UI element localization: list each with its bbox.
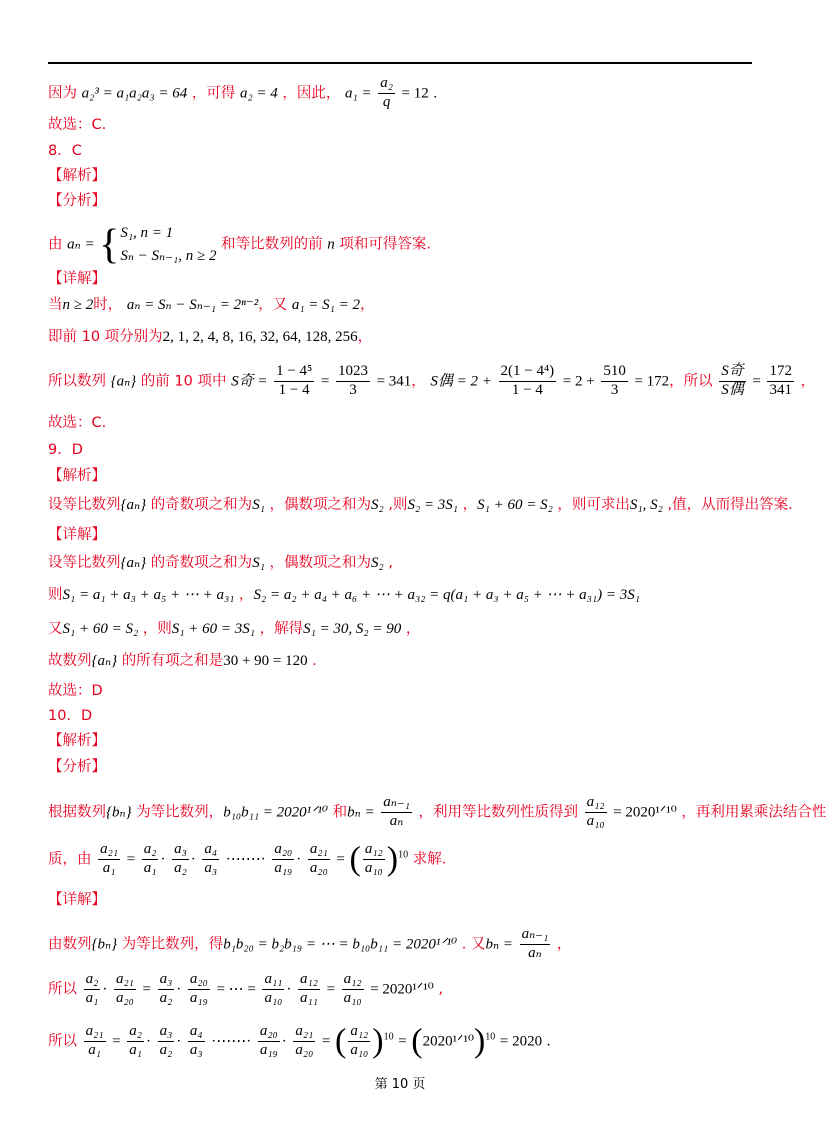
formula: S偶 = 2 + bbox=[430, 373, 492, 390]
formula: S奇 = bbox=[231, 373, 268, 390]
line-19: 故数列{aₙ} 的所有项之和是30 + 90 = 120 . bbox=[48, 653, 317, 669]
formula: S₁ + 60 = 3S₁ bbox=[171, 621, 255, 637]
breakdown-tag: 【分析】 bbox=[48, 193, 106, 209]
header-rule bbox=[48, 62, 752, 64]
case-2: Sₙ − Sₙ₋₁, n ≥ 2 bbox=[120, 247, 217, 264]
fraction: $\frac{\text{a₂₁}}{\text{a₂₀}}$ bbox=[309, 841, 328, 876]
formula: S₂ = 3S₁ bbox=[407, 497, 459, 513]
formula: b₁₀b₁₁ = 2020¹ᐟ¹⁰ bbox=[223, 804, 329, 821]
fraction: $\frac{\text{a₁₂}}{\text{a₁₀}}$ bbox=[586, 794, 605, 829]
formula: 30 + 90 = 120 bbox=[223, 653, 308, 669]
formula: n ≥ 2 bbox=[62, 297, 94, 313]
line-25: 质，由 $\frac{\text{a₂₁}}{\text{a₁}}$ = $\frac{\text{a₂}}{\text{a₁}}$ · $\frac{\text{a₃}}{\text{a₂}}$ · $\frac{\text{a₄}}{\text{a₃}}$ ·⋯⋯· $\frac{\text{a₂₀}}{\text{a₁₉}}$ · $\frac{\text{a₂₁}}{\text{a₂₀}}$ = ( $\frac{\text{a₁₂}}{\text{a₁₀}}$ )$^{10}$ 求解. bbox=[48, 840, 447, 878]
fraction: $\frac{\text{a₂₀}}{\text{a₁₉}}$ bbox=[274, 841, 293, 876]
fraction: $\frac{\text{a₂₀}}{\text{a₁₉}}$ bbox=[259, 1023, 278, 1058]
fraction: $\frac{\text{a₂}}{\text{a₁}}$ bbox=[85, 971, 99, 1006]
fraction: $\frac{1023}{3}$ bbox=[337, 363, 368, 398]
fraction: $\frac{\text{a₂}}{\text{a₁}}$ bbox=[129, 1023, 142, 1058]
formula: bₙ = bbox=[347, 804, 375, 821]
fraction: $\frac{510}{3}$ bbox=[603, 363, 626, 398]
formula: a₂ = 4 bbox=[239, 85, 278, 102]
fraction: $\frac{\text{S奇}}{\text{S偶}}$ bbox=[721, 363, 744, 398]
text: ，可得 bbox=[191, 85, 236, 102]
fraction: $\frac{\text{a₂₁}}{\text{a₂₀}}$ bbox=[295, 1023, 314, 1058]
fraction: $\frac{\text{aₙ₋₁}}{\text{aₙ}}$ bbox=[383, 794, 410, 829]
formula: n bbox=[327, 236, 335, 253]
question-10-heading: 10．D bbox=[48, 708, 93, 724]
formula: {aₙ} bbox=[120, 497, 147, 513]
line-14: 设等比数列{aₙ} 的奇数项之和为S₁ ，偶数项之和为S₂ ,则S₂ = 3S₁ ，S₁ + 60 = S₂ ，则可求出S₁, S₂ ,值，从而得出答案. bbox=[48, 497, 793, 513]
text: 因为 bbox=[48, 85, 77, 102]
case-1: S₁, n = 1 bbox=[120, 225, 174, 241]
fraction: $\frac{\text{a₁₂}}{\text{a₁₀}}$ bbox=[350, 1023, 369, 1058]
formula: a₂³ = a₁a₂a₃ = 64 bbox=[81, 85, 188, 102]
formula: {bₙ} bbox=[91, 936, 118, 953]
fraction: $\frac{\text{a₃}}{\text{a₂}}$ bbox=[159, 1023, 173, 1058]
formula: b₁b₂₀ = b₂b₁₉ = ⋯ = b₁₀b₁₁ = 2020¹ᐟ¹⁰ bbox=[223, 936, 458, 953]
line-20: 故选：D bbox=[48, 683, 103, 699]
fraction: $\frac{\text{a₃}}{\text{a₂}}$ bbox=[159, 971, 173, 1006]
formula: aₙ = Sₙ − Sₙ₋₁ = 2ⁿ⁻² bbox=[126, 297, 259, 313]
fraction: $\frac{\text{a₂₁}}{\text{a₂₀}}$ bbox=[115, 971, 134, 1006]
fraction: $\frac{\text{a₂₀}}{\text{a₁₉}}$ bbox=[189, 971, 208, 1006]
fraction: $\frac{\text{a₁₂}}{\text{a₁₀}}$ bbox=[364, 841, 383, 876]
formula: S₁ + 60 = S₂ bbox=[477, 497, 553, 513]
line-2: 故选：C. bbox=[48, 117, 107, 133]
line-29: 所以 $\frac{\text{a₂₁}}{\text{a₁}}$ = $\frac{\text{a₂}}{\text{a₁}}$ · $\frac{\text{a₃}}{\text{a₂}}$ · $\frac{\text{a₄}}{\text{a₃}}$ ·⋯⋯· $\frac{\text{a₂₀}}{\text{a₁₉}}$ · $\frac{\text{a₂₁}}{\text{a₂₀}}$ = ( $\frac{\text{a₁₂}}{\text{a₁₀}}$ )$^{10}$ = (2020¹ᐟ¹⁰)$^{10}$ = 2020 . bbox=[48, 1022, 551, 1060]
line-18: 又S₁ + 60 = S₂ ，则S₁ + 60 = 3S₁ ，解得S₁ = 30, S₂ = 90 ， bbox=[48, 621, 421, 637]
formula: {aₙ} bbox=[91, 653, 118, 669]
fraction: $\frac{\text{a₁₂}}{\text{a₁₀}}$ bbox=[343, 971, 362, 1006]
analysis-tag: 【解析】 bbox=[48, 733, 106, 749]
fraction: $\frac{\text{a₂}}{q}$ bbox=[380, 75, 393, 110]
question-8-heading: 8．C bbox=[48, 143, 82, 159]
formula: S₁ = 30, S₂ = 90 bbox=[303, 621, 402, 637]
line-24: 根据数列{bₙ} 为等比数列，b₁₀b₁₁ = 2020¹ᐟ¹⁰ 和bₙ = $\frac{\text{aₙ₋₁}}{\text{aₙ}}$ ，利用等比数列性质得到 $\frac{\text{a₁₂}}{\text{a₁₀}}$ = 2020¹ᐟ¹⁰ ，再利用累乘法结合性 bbox=[48, 794, 826, 829]
formula: S₂ bbox=[371, 497, 384, 513]
formula: 2, 1, 2, 4, 8, 16, 32, 64, 128, 256 bbox=[162, 329, 358, 345]
page-number: 第 10 页 bbox=[374, 1077, 426, 1092]
detail-tag: 【详解】 bbox=[48, 271, 106, 287]
line-11: 故选：C. bbox=[48, 415, 107, 431]
line-10: 所以数列 {aₙ} 的前 10 项中 S奇 = $\frac{\text{1 − 4⁵}}{1 - 4}$ = $\frac{1023}{3}$ = 341， S偶 = 2 + $\frac{\text{2(1 − 4⁴)}}{1 - 4}$ = 2 + $\frac{510}{3}$ = 172，所以 $\frac{\text{S奇}}{\text{S偶}}$ = $\frac{172}{341}$ ， bbox=[48, 363, 816, 398]
line-17: 则S₁ = a₁ + a₃ + a₅ + ⋯ + a₃₁ ，S₂ = a₂ + a₄ + a₆ + ⋯ + a₃₂ = q(a₁ + a₃ + a₅ + ⋯ + a₃₁) = 3S₁ bbox=[48, 587, 640, 603]
question-9-heading: 9．D bbox=[48, 442, 83, 458]
formula: S₁ + 60 = S₂ bbox=[62, 621, 139, 637]
line-8: 当n ≥ 2时， aₙ = Sₙ − Sₙ₋₁ = 2ⁿ⁻²，又 a₁ = S₁ = 2， bbox=[48, 297, 375, 313]
text: ，因此， bbox=[282, 85, 341, 102]
fraction: $\frac{\text{a₂}}{\text{a₁}}$ bbox=[143, 841, 157, 876]
formula: S₁ bbox=[252, 497, 265, 513]
formula: bₙ = bbox=[485, 936, 513, 953]
text: 和等比数列的前 bbox=[221, 236, 323, 253]
line-6 bbox=[48, 222, 760, 267]
formula: S₁ bbox=[252, 555, 265, 571]
formula: S₁, S₂ bbox=[629, 497, 663, 513]
fraction: $\frac{\text{2(1 − 4⁴)}}{1 - 4}$ bbox=[500, 363, 555, 398]
formula: {bₙ} bbox=[106, 804, 132, 821]
formula: = 12 bbox=[401, 85, 429, 102]
formula: aₙ = bbox=[67, 236, 95, 253]
fraction: $\frac{\text{a₃}}{\text{a₂}}$ bbox=[174, 841, 187, 876]
line-27: 由数列{bₙ} 为等比数列，得b₁b₂₀ = b₂b₁₉ = ⋯ = b₁₀b₁₁ = 2020¹ᐟ¹⁰ . 又bₙ = $\frac{\text{aₙ₋₁}}{\text{aₙ}}$ ， bbox=[48, 926, 572, 961]
line-16: 设等比数列{aₙ} 的奇数项之和为S₁ ，偶数项之和为S₂ , bbox=[48, 555, 393, 571]
formula: S₂ = a₂ + a₄ + a₆ + ⋯ + a₃₂ = q(a₁ + a₃ + a₅ + ⋯ + a₃₁) = 3S₁ bbox=[253, 587, 640, 603]
analysis-tag: 【解析】 bbox=[48, 168, 106, 184]
formula: S₂ bbox=[371, 555, 384, 571]
formula: = 2020¹ᐟ¹⁰ bbox=[613, 804, 677, 821]
fraction: $\frac{\text{a₄}}{\text{a₃}}$ bbox=[189, 1023, 203, 1058]
breakdown-tag: 【分析】 bbox=[48, 759, 106, 775]
text: . bbox=[433, 85, 438, 102]
formula: {aₙ} bbox=[110, 373, 137, 390]
text: 项和可得答案. bbox=[339, 236, 431, 253]
formula: S₁ = a₁ + a₃ + a₅ + ⋯ + a₃₁ bbox=[62, 587, 235, 603]
formula: a₁ = bbox=[345, 85, 372, 102]
detail-tag: 【详解】 bbox=[48, 892, 106, 908]
line-9: 即前 10 项分别为2, 1, 2, 4, 8, 16, 32, 64, 128, 256， bbox=[48, 329, 373, 345]
fraction: $\frac{\text{1 − 4⁵}}{1 - 4}$ bbox=[276, 363, 313, 398]
fraction: $\frac{\text{a₂₁}}{\text{a₁}}$ bbox=[100, 841, 119, 876]
fraction: $\frac{\text{a₄}}{\text{a₃}}$ bbox=[204, 841, 218, 876]
cases-brace: { S₁, n = 1 Sₙ − Sₙ₋₁, n ≥ 2 bbox=[99, 221, 217, 268]
line-1 bbox=[48, 76, 760, 111]
text: 由 bbox=[48, 236, 63, 253]
formula: a₁ = S₁ = 2 bbox=[291, 297, 361, 313]
fraction: $\frac{172}{341}$ bbox=[769, 363, 792, 398]
fraction: $\frac{\text{aₙ₋₁}}{\text{aₙ}}$ bbox=[521, 926, 549, 961]
formula: {aₙ} bbox=[120, 555, 147, 571]
detail-tag: 【详解】 bbox=[48, 527, 106, 543]
fraction: $\frac{\text{a₁₂}}{\text{a₁₁}}$ bbox=[300, 971, 318, 1006]
line-28: 所以 $\frac{\text{a₂}}{\text{a₁}}$ · $\frac{\text{a₂₁}}{\text{a₂₀}}$ = $\frac{\text{a₃}}{\text{a₂}}$ · $\frac{\text{a₂₀}}{\text{a₁₉}}$ = ⋯ = $\frac{\text{a₁₁}}{\text{a₁₀}}$ · $\frac{\text{a₁₂}}{\text{a₁₁}}$ = $\frac{\text{a₁₂}}{\text{a₁₀}}$ = 2020¹ᐟ¹⁰ , bbox=[48, 971, 443, 1006]
fraction: $\frac{\text{a₂₁}}{\text{a₁}}$ bbox=[85, 1023, 104, 1058]
analysis-tag: 【解析】 bbox=[48, 468, 106, 484]
fraction: $\frac{\text{a₁₁}}{\text{a₁₀}}$ bbox=[264, 971, 283, 1006]
